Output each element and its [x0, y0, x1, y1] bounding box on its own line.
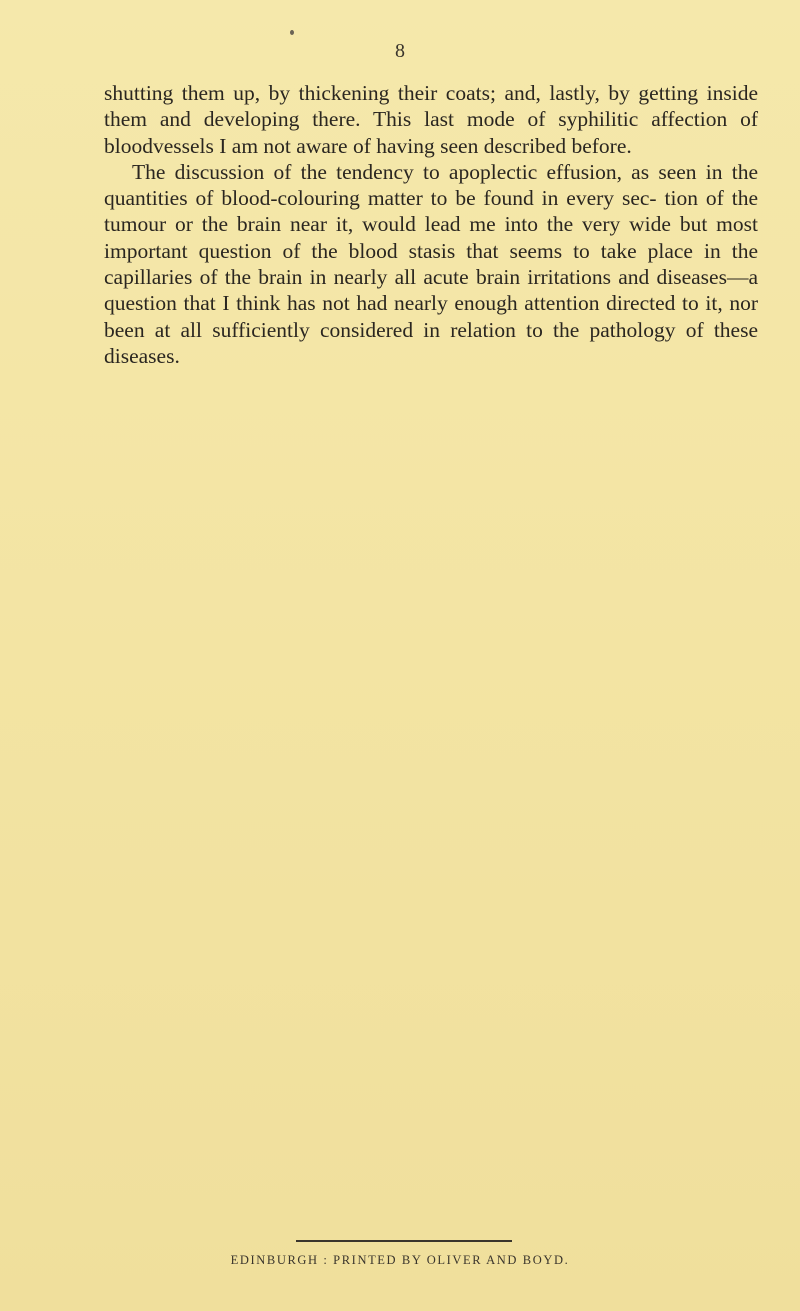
paragraph-apoplectic-effusion: The discussion of the tendency to apoplectic effusion, as seen in the quantities of blood-colouring matter to be found in every sec- tion of the tumour or the brain near it, would lead me into the very wide but most important question of the blood stasis that seems to take place in the capillaries of the brain in nearly all acute brain irritations and diseases—a question that I think has not had nearly enough attention directed to it, nor been at all sufficiently considered in relation to the pathology of these diseases.	[104, 159, 758, 368]
body-text	[104, 80, 758, 369]
printer-imprint: EDINBURGH : PRINTED BY OLIVER AND BOYD.	[230, 1253, 570, 1267]
ink-speck	[290, 30, 294, 35]
imprint-rule	[296, 1240, 512, 1242]
paragraph-continuation: shutting them up, by thickening their coats; and, lastly, by getting inside them and developing there. This last mode of syphilitic affection of bloodvessels I am not aware of having seen described before.	[104, 81, 758, 158]
page-number: 8	[395, 40, 405, 62]
